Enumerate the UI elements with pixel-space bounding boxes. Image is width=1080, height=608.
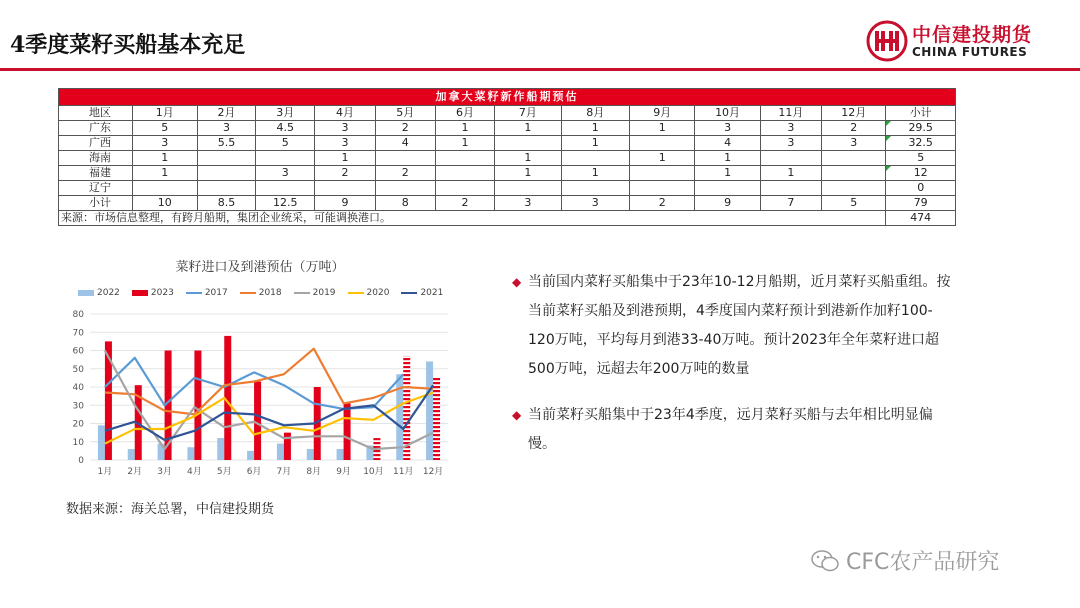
- table-cell: [695, 181, 760, 196]
- table-cell: [760, 151, 821, 166]
- legend-label: 2019: [312, 288, 336, 298]
- column-header: 7月: [495, 106, 561, 121]
- table-cell: 3: [256, 166, 315, 181]
- table-cell: 1: [630, 121, 695, 136]
- bar-2022: [426, 361, 433, 460]
- table-cell: 8.5: [197, 196, 255, 211]
- table-cell: [630, 181, 695, 196]
- table-header: 加拿大菜籽新作船期预估: [59, 89, 956, 106]
- table-cell: 1: [132, 151, 197, 166]
- table-cell: [561, 181, 629, 196]
- bullet-item: [512, 268, 952, 384]
- table-cell: 1: [630, 151, 695, 166]
- table-cell: [495, 181, 561, 196]
- bar-2022: [307, 449, 314, 460]
- table-cell: 1: [561, 121, 629, 136]
- table-cell: 12: [886, 166, 956, 181]
- bar-2023: [344, 403, 351, 460]
- column-header: 8月: [561, 106, 629, 121]
- table-row: [59, 196, 956, 211]
- legend-label: 2022: [97, 288, 120, 298]
- company-logo: [866, 20, 1066, 64]
- table-cell: 1: [561, 136, 629, 151]
- table-cell: 2: [315, 166, 375, 181]
- table-cell: 3: [197, 121, 255, 136]
- table-cell: 4.5: [256, 121, 315, 136]
- row-label: 广西: [59, 136, 133, 151]
- table-row: [59, 151, 956, 166]
- table-cell: 3: [822, 136, 886, 151]
- import-chart: [60, 250, 460, 490]
- table-row: [59, 166, 956, 181]
- table-cell: [315, 181, 375, 196]
- column-header: 地区: [59, 106, 133, 121]
- logo-en-text: CHINA FUTURES: [912, 45, 1028, 59]
- column-header: 1月: [132, 106, 197, 121]
- chart-title: 菜籽进口及到港预估（万吨）: [175, 260, 345, 275]
- chart-plot: [60, 250, 460, 490]
- table-cell: 0: [886, 181, 956, 196]
- table-cell: [435, 181, 494, 196]
- column-header: 6月: [435, 106, 494, 121]
- y-tick-label: 70: [72, 328, 84, 339]
- diamond-bullet-icon: ◆: [512, 408, 522, 422]
- logo-cn-text: 中信建投期货: [912, 24, 1033, 46]
- column-header: 12月: [822, 106, 886, 121]
- y-tick-label: 30: [72, 401, 84, 412]
- column-header: 2月: [197, 106, 255, 121]
- table-cell: 1: [495, 151, 561, 166]
- line-series-2020: [105, 393, 433, 444]
- bar-2023: [194, 351, 201, 461]
- table-source-row: [59, 211, 956, 226]
- table-cell: [197, 151, 255, 166]
- table-cell: [822, 166, 886, 181]
- row-label: 广东: [59, 121, 133, 136]
- legend-label: 2017: [204, 288, 228, 298]
- cell-flag-icon: [886, 136, 891, 141]
- table-source-note: 来源：市场信息整理，有跨月船期，集团企业统采，可能调换港口。: [59, 211, 886, 226]
- table-cell: 5: [132, 121, 197, 136]
- x-tick-label: 7月: [276, 467, 292, 477]
- chart-source: 数据来源：海关总署，中信建投期货: [66, 502, 275, 517]
- column-header: 小计: [886, 106, 956, 121]
- table-body: [59, 106, 956, 226]
- x-tick-label: 5月: [216, 467, 232, 477]
- table-cell: 1: [495, 166, 561, 181]
- table-cell: 1: [561, 166, 629, 181]
- legend-label: 2020: [366, 288, 390, 298]
- row-label: 海南: [59, 151, 133, 166]
- bullet-list: [512, 268, 952, 476]
- table-cell: 4: [375, 136, 435, 151]
- y-tick-label: 40: [72, 383, 84, 393]
- column-header: 5月: [375, 106, 435, 121]
- table-cell: [256, 181, 315, 196]
- x-tick-label: 9月: [336, 467, 351, 477]
- table-cell: 1: [435, 136, 494, 151]
- table-cell: 9: [695, 196, 760, 211]
- table-cell: 1: [760, 166, 821, 181]
- column-header: 10月: [695, 106, 760, 121]
- legend-label: 2018: [258, 288, 282, 298]
- bullet-text: 当前菜籽买船集中于23年4季度，远月菜籽买船与去年相比明显偏慢。: [528, 407, 933, 452]
- table-cell: 1: [132, 166, 197, 181]
- table-cell: 12.5: [256, 196, 315, 211]
- bar-2022: [98, 425, 105, 460]
- y-tick-label: 0: [78, 456, 84, 466]
- table-cell: [822, 181, 886, 196]
- x-tick-label: 6月: [246, 467, 262, 477]
- table-cell: 7: [760, 196, 821, 211]
- table-row: [59, 181, 956, 196]
- table-cell: 8: [375, 196, 435, 211]
- bar-2022: [128, 449, 135, 460]
- cell-flag-icon: [886, 121, 891, 126]
- title-divider: [0, 68, 1080, 71]
- table-cell: 2: [435, 196, 494, 211]
- bar-2022: [187, 447, 194, 460]
- table-cell: [435, 166, 494, 181]
- column-header: 4月: [315, 106, 375, 121]
- logo-emblem-icon: [866, 20, 908, 62]
- y-tick-label: 50: [72, 364, 84, 375]
- watermark: CFC农产品研究: [846, 550, 1000, 575]
- table-cell: 3: [695, 121, 760, 136]
- wechat-icon: [810, 548, 840, 574]
- table-cell: 3: [315, 121, 375, 136]
- y-tick-label: 20: [72, 419, 84, 430]
- slide-title: 4季度菜籽买船基本充足: [10, 32, 246, 58]
- legend-label: 2021: [420, 288, 444, 298]
- table-cell: 3: [495, 196, 561, 211]
- table-cell: 3: [561, 196, 629, 211]
- table-cell: [132, 181, 197, 196]
- table-cell: 2: [630, 196, 695, 211]
- table-cell: 3: [760, 121, 821, 136]
- table-column-header-row: [59, 106, 956, 121]
- row-label: 福建: [59, 166, 133, 181]
- table-cell: [822, 151, 886, 166]
- table-cell: 1: [435, 121, 494, 136]
- table-cell: 2: [822, 121, 886, 136]
- y-tick-label: 80: [72, 310, 84, 320]
- line-series-2018: [105, 349, 433, 415]
- table-cell: [375, 151, 435, 166]
- x-tick-label: 10月: [363, 467, 384, 477]
- table-cell: 29.5: [886, 121, 956, 136]
- grand-total-cell: 474: [886, 211, 956, 226]
- y-tick-label: 60: [72, 346, 84, 357]
- table-cell: 9: [315, 196, 375, 211]
- bar-2022: [277, 444, 284, 460]
- row-label: 小计: [59, 196, 133, 211]
- table-cell: 1: [695, 151, 760, 166]
- bar-2022: [217, 438, 224, 460]
- table-cell: 79: [886, 196, 956, 211]
- bar-2022: [337, 449, 344, 460]
- table-cell: [630, 136, 695, 151]
- x-tick-label: 2月: [127, 467, 143, 477]
- table-cell: 32.5: [886, 136, 956, 151]
- x-tick-label: 12月: [422, 467, 444, 477]
- table-cell: 3: [315, 136, 375, 151]
- x-tick-label: 3月: [157, 467, 172, 477]
- row-label: 辽宁: [59, 181, 133, 196]
- table-cell: 2: [375, 166, 435, 181]
- table-cell: [630, 166, 695, 181]
- shipment-table: [58, 88, 956, 226]
- table-row: [59, 121, 956, 136]
- table-cell: [256, 151, 315, 166]
- column-header: 11月: [760, 106, 821, 121]
- table-cell: [197, 181, 255, 196]
- table-cell: 1: [495, 121, 561, 136]
- x-tick-label: 11月: [393, 467, 414, 477]
- table-cell: [495, 136, 561, 151]
- column-header: 9月: [630, 106, 695, 121]
- y-tick-label: 10: [72, 437, 84, 448]
- table-cell: [760, 181, 821, 196]
- x-tick-label: 1月: [97, 467, 113, 477]
- table-cell: 4: [695, 136, 760, 151]
- table-cell: 3: [132, 136, 197, 151]
- table-cell: 1: [315, 151, 375, 166]
- column-header: 3月: [256, 106, 315, 121]
- table-row: [59, 136, 956, 151]
- table-cell: 1: [695, 166, 760, 181]
- table-cell: [561, 151, 629, 166]
- diamond-bullet-icon: ◆: [512, 275, 522, 289]
- table-cell: 5: [822, 196, 886, 211]
- cell-flag-icon: [886, 166, 891, 171]
- table-cell: 2: [375, 121, 435, 136]
- legend-label: 2023: [150, 288, 174, 298]
- bar-2022: [247, 451, 254, 460]
- table-cell: 5: [256, 136, 315, 151]
- table-cell: 5: [886, 151, 956, 166]
- table-cell: [375, 181, 435, 196]
- table-cell: [435, 151, 494, 166]
- bar-2023: [433, 378, 440, 460]
- table-cell: 3: [760, 136, 821, 151]
- table-cell: 5.5: [197, 136, 255, 151]
- table-cell: 10: [132, 196, 197, 211]
- bullet-text: 当前国内菜籽买船集中于23年10-12月船期，近月菜籽买船重组。按当前菜籽买船及到港预期，4季度国内菜籽预计到港新作加籽100-120万吨，平均每月到港33-40万吨。预计2023年全年菜籽进口超500万吨，远超去年200万吨的数量: [528, 274, 951, 377]
- bar-2023: [254, 382, 261, 460]
- table-cell: [197, 166, 255, 181]
- bullet-item: [512, 401, 952, 459]
- x-tick-label: 4月: [187, 467, 202, 477]
- x-tick-label: 8月: [306, 467, 322, 477]
